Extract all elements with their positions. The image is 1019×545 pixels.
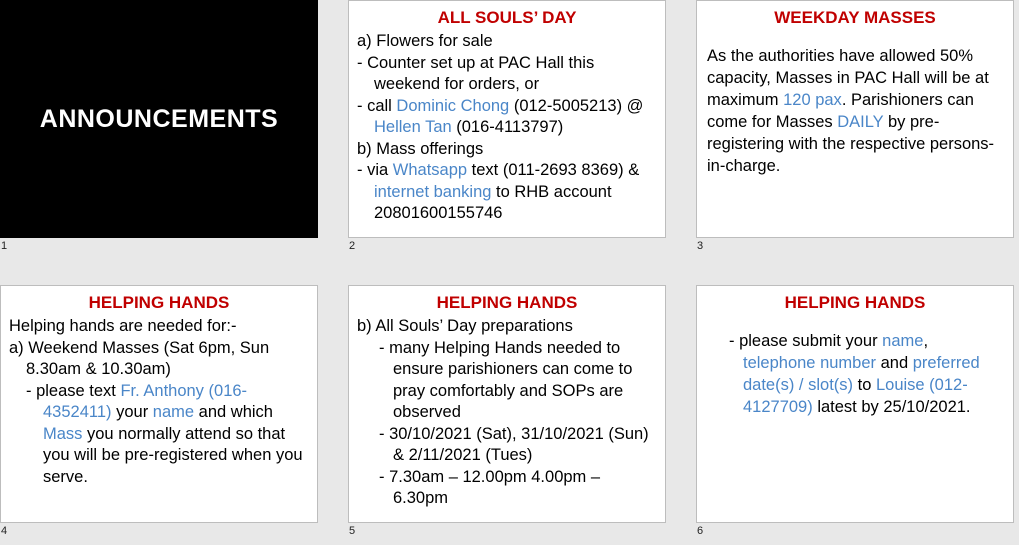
slide-4-link-name: name xyxy=(152,403,195,421)
slide-2-link-hellen: Hellen Tan xyxy=(374,118,452,136)
slide-4-body xyxy=(1,316,317,488)
slide-cell-4[interactable] xyxy=(0,285,320,545)
slide-number-3: 3 xyxy=(697,240,704,252)
slide-thumbnail-2[interactable] xyxy=(348,0,666,238)
slide-thumbnail-1[interactable] xyxy=(0,0,318,238)
slide-4-line-3-post: and which xyxy=(194,403,273,421)
slide-4-title: HELPING HANDS xyxy=(88,293,230,312)
slide-cell-6[interactable] xyxy=(696,285,1016,545)
slide-2-line-5-mid: text (011-2693 8369) & xyxy=(467,161,640,179)
slide-6-text-5: latest by 25/10/2021. xyxy=(812,397,971,416)
slide-cell-3[interactable] xyxy=(696,0,1016,260)
slide-2-line-3-pre: - call xyxy=(357,96,397,115)
slide-6-link-preferred-dates: preferred date(s) / slot(s) xyxy=(743,353,980,394)
slide-6-link-name: name xyxy=(882,331,924,350)
slide-6-text-3: and xyxy=(876,353,913,372)
slide-2-line-3-post: (016-4113797) xyxy=(451,118,564,136)
slide-number-2: 2 xyxy=(349,240,356,252)
slide-2-line-2: - Counter set up at PAC Hall this weekend for orders, or xyxy=(357,53,595,93)
slide-1-title: ANNOUNCEMENTS xyxy=(39,104,279,133)
slide-3-text-2: . Parishioners can come for Masses xyxy=(707,90,974,131)
slide-4-line-3 xyxy=(9,381,309,489)
slide-cell-1[interactable] xyxy=(0,0,320,260)
slide-5-line-2: - many Helping Hands needed to ensure parishioners can come to pray comfortably and SOPs are observed xyxy=(379,338,633,421)
slide-thumbnail-3[interactable] xyxy=(696,0,1014,238)
slide-2-line-3 xyxy=(357,96,657,139)
slide-2-line-1: a) Flowers for sale xyxy=(357,32,493,50)
slide-5-line-4: - 7.30am – 12.00pm 4.00pm – 6.30pm xyxy=(379,467,601,507)
slide-5-body xyxy=(349,316,665,510)
slide-4-link-fr-anthony: Fr. Anthony (016-4352411) xyxy=(43,381,248,421)
slide-6-title: HELPING HANDS xyxy=(784,293,926,312)
slide-3-text-1: As the authorities have allowed 50% capacity, Masses in PAC Hall will be at maximum xyxy=(707,46,989,109)
slide-thumbnail-6[interactable] xyxy=(696,285,1014,523)
slide-6-text-2: , xyxy=(923,331,929,350)
slide-5-line-1: b) All Souls’ Day preparations xyxy=(357,317,573,335)
slide-4-line-3-mid: your xyxy=(111,403,153,421)
slide-2-line-5-pre: - via xyxy=(357,161,393,179)
slide-4-line-3-pre: - please text xyxy=(26,381,121,400)
slide-3-link-daily: DAILY xyxy=(837,112,884,131)
slide-2-line-5 xyxy=(357,160,657,225)
slide-5-line-3: - 30/10/2021 (Sat), 31/10/2021 (Sun) & 2/11/2021 (Tues) xyxy=(379,424,649,464)
slide-2-link-dominic: Dominic Chong xyxy=(396,96,510,115)
slide-2-line-3-mid: (012-5005213) @ xyxy=(509,96,644,115)
slide-4-line-1: Helping hands are needed for:- xyxy=(9,317,237,335)
slide-3-body xyxy=(697,45,1013,177)
slide-2-line-4: b) Mass offerings xyxy=(357,139,484,158)
slide-cell-5[interactable] xyxy=(348,285,668,545)
slide-2-line-5-post: to RHB account 20801600155746 xyxy=(374,182,612,222)
slide-6-text-1: - please submit your xyxy=(729,331,883,350)
slide-4-link-mass: Mass xyxy=(43,424,83,443)
slide-6-text-4: to xyxy=(853,375,876,394)
slide-5-title: HELPING HANDS xyxy=(436,293,578,312)
slide-6-link-louise: Louise (012-4127709) xyxy=(743,375,968,416)
slide-6-paragraph xyxy=(707,330,1003,418)
slide-3-text-3: by pre-registering with the respective persons-in-charge. xyxy=(707,112,995,175)
slide-thumbnail-5[interactable] xyxy=(348,285,666,523)
slide-3-title: WEEKDAY MASSES xyxy=(774,8,936,27)
slide-2-link-whatsapp: Whatsapp xyxy=(392,161,468,179)
slide-4-line-4-post: you normally attend so that you will be pre-registered when you serve. xyxy=(43,424,303,486)
slide-thumbnail-4[interactable] xyxy=(0,285,318,523)
slide-6-body xyxy=(697,330,1013,418)
slide-2-body xyxy=(349,31,665,225)
slide-3-paragraph xyxy=(707,45,1003,177)
slide-6-link-telephone: telephone number xyxy=(743,353,877,372)
slide-number-1: 1 xyxy=(1,240,8,252)
slide-4-line-2: a) Weekend Masses (Sat 6pm, Sun 8.30am & 10.30am) xyxy=(9,338,270,378)
slide-2-link-internet-banking: internet banking xyxy=(374,182,492,201)
slide-number-5: 5 xyxy=(349,525,356,537)
slide-3-link-capacity: 120 pax xyxy=(783,90,842,109)
slide-cell-2[interactable] xyxy=(348,0,668,260)
slide-number-4: 4 xyxy=(1,525,8,537)
slide-2-title: ALL SOULS’ DAY xyxy=(437,8,577,27)
slide-number-6: 6 xyxy=(697,525,704,537)
